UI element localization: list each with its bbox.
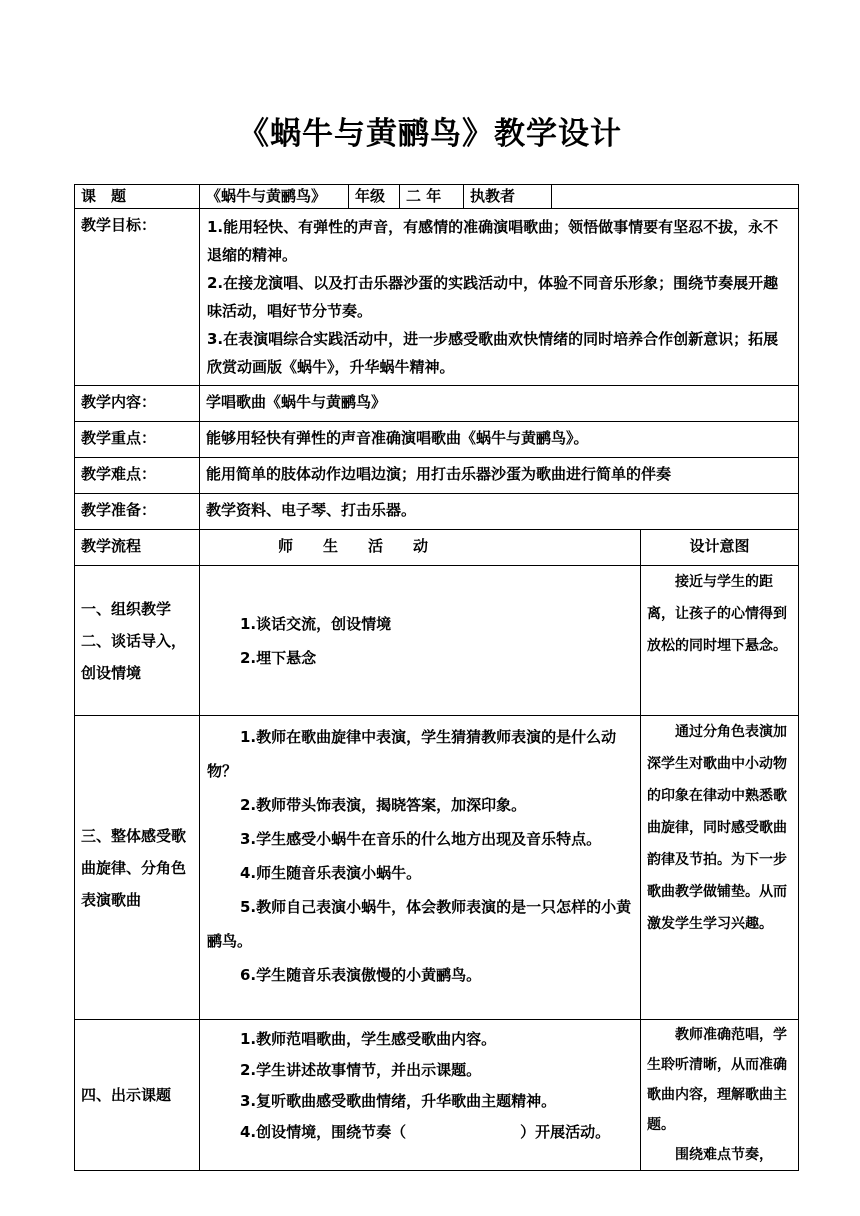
activity-item: 2.教师带头饰表演，揭晓答案，加深印象。 [240, 796, 527, 814]
stage-intent: 接近与学生的距离，让孩子的心情得到放松的同时埋下悬念。 [641, 566, 799, 716]
stage-intent: 通过分角色表演加深学生对歌曲中小动物的印象在律动中熟悉歌曲旋律，同时感受歌曲韵律及节拍。为下一步歌曲教学做铺垫。从而激发学生学习兴趣。 [641, 716, 799, 1020]
objectives-label: 教学目标： [75, 209, 200, 386]
objectives-body [200, 209, 799, 386]
content-row [75, 386, 799, 422]
objective-item: 1.能用轻快、有弹性的声音，有感情的准确演唱歌曲；领悟做事情要有坚忍不拔，永不退缩的精神。 [207, 218, 779, 264]
preparation-row [75, 494, 799, 530]
content-label: 教学内容： [75, 386, 200, 422]
objective-item: 2.在接龙演唱、以及打击乐器沙蛋的实践活动中，体验不同音乐形象；围绕节奏展开趣味活动，唱好节分节奏。 [207, 274, 779, 320]
activity-item: 4.师生随音乐表演小蜗牛。 [240, 864, 422, 882]
stage-label: 一、组织教学二、谈话导入，创设情境 [75, 566, 200, 716]
flow-activity-header: 师 生 活 动 [200, 530, 641, 566]
teacher-label: 执教者 [464, 185, 552, 209]
activity-item: 3.学生感受小蜗牛在音乐的什么地方出现及音乐特点。 [240, 830, 602, 848]
header-row [75, 185, 799, 209]
objectives-row [75, 209, 799, 386]
grade-value: 二 年 [400, 185, 464, 209]
preparation-value: 教学资料、电子琴、打击乐器。 [200, 494, 799, 530]
content-value: 学唱歌曲《蜗牛与黄鹂鸟》 [200, 386, 799, 422]
activity-item: 1.教师在歌曲旋律中表演，学生猜猜教师表演的是什么动物？ [207, 728, 617, 780]
topic-label: 课 题 [75, 185, 200, 209]
stage-activities [200, 1020, 641, 1171]
difficulties-value: 能用简单的肢体动作边唱边演；用打击乐器沙蛋为歌曲进行简单的伴奏 [200, 458, 799, 494]
preparation-label: 教学准备： [75, 494, 200, 530]
activity-item: 1.教师范唱歌曲，学生感受歌曲内容。 [240, 1030, 497, 1048]
activity-item: 4.创设情境，围绕节奏（ ）开展活动。 [240, 1123, 611, 1141]
key-points-label: 教学重点： [75, 422, 200, 458]
activity-item: 6.学生随音乐表演傲慢的小黄鹂鸟。 [240, 966, 482, 984]
key-points-value: 能够用轻快有弹性的声音准确演唱歌曲《蜗牛与黄鹂鸟》。 [200, 422, 799, 458]
grade-label: 年级 [349, 185, 400, 209]
stage-activities [200, 716, 641, 1020]
activity-item: 2.学生讲述故事情节，并出示课题。 [240, 1061, 482, 1079]
difficulties-row [75, 458, 799, 494]
activity-item: 2.埋下悬念 [240, 648, 317, 667]
flow-stage-header: 教学流程 [75, 530, 200, 566]
stage-activities [200, 566, 641, 716]
document-title: 《蜗牛与黄鹂鸟》教学设计 [238, 116, 622, 152]
objective-item: 3.在表演唱综合实践活动中，进一步感受歌曲欢快情绪的同时培养合作创新意识；拓展欣赏动画版《蜗牛》，升华蜗牛精神。 [207, 330, 779, 376]
stage-row-2 [75, 716, 799, 1020]
stage-label: 三、整体感受歌曲旋律、分角色表演歌曲 [75, 716, 200, 1020]
teacher-value [552, 185, 799, 209]
flow-header-row [75, 530, 799, 566]
activity-item: 5.教师自己表演小蜗牛，体会教师表演的是一只怎样的小黄鹂鸟。 [207, 898, 632, 950]
lesson-plan-table [74, 184, 799, 1171]
stage-intent: 教师准确范唱，学生聆听清晰，从而准确歌曲内容，理解歌曲主题。 围绕难点节奏， [641, 1020, 799, 1171]
stage-row-1 [75, 566, 799, 716]
stage-row-3 [75, 1020, 799, 1171]
topic-value: 《蜗牛与黄鹂鸟》 [200, 185, 349, 209]
key-points-row [75, 422, 799, 458]
activity-item: 3.复听歌曲感受歌曲情绪，升华歌曲主题精神。 [240, 1092, 557, 1110]
stage-label: 四、出示课题 [75, 1020, 200, 1171]
difficulties-label: 教学难点： [75, 458, 200, 494]
activity-item: 1.谈话交流，创设情境 [240, 614, 392, 633]
flow-intent-header: 设计意图 [641, 530, 799, 566]
